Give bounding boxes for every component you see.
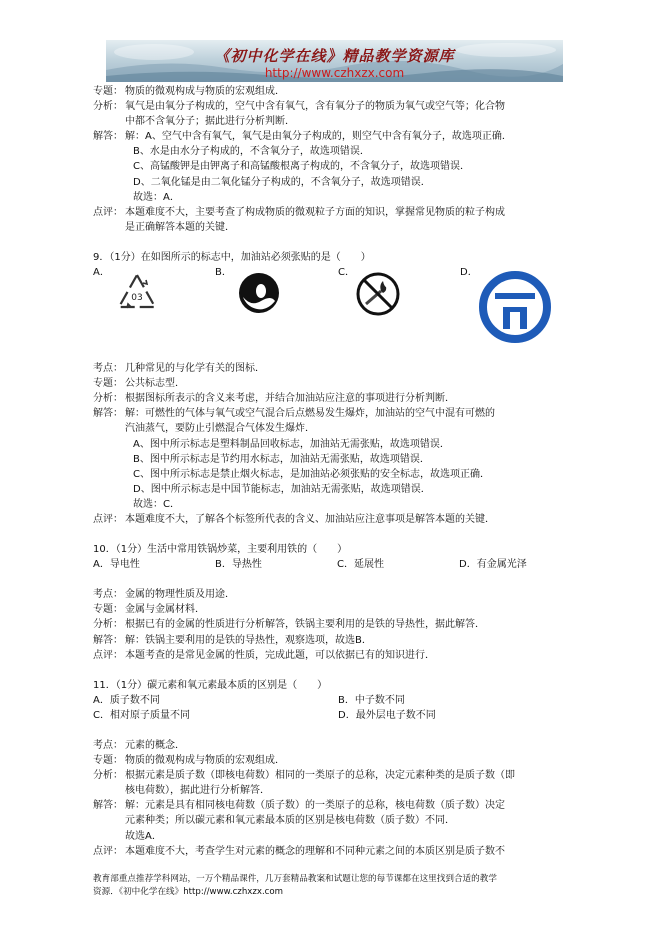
q9-answer-line: 故选：C．: [133, 498, 180, 510]
q9-option-a-label: A．: [93, 267, 110, 279]
q11-point: 考点： 元素的概念．: [93, 740, 185, 751]
q10-option-c: C．延展性: [337, 559, 384, 571]
q8-analysis: 分析： 氧气是由氧分子构成的，空气中含有氧气，含有氧分子的物质为氧气或空气等；化合物: [93, 101, 505, 113]
banner-url[interactable]: http://www.czhxzx.com: [264, 66, 405, 80]
q8-comment-line: 是正确解答本题的关键．: [125, 221, 235, 233]
q9-point: 考点： 几种常见的与化学有关的图标．: [93, 363, 265, 375]
document-body: [93, 84, 583, 859]
water-saving-icon: [237, 271, 281, 315]
q9-answer-line: 汽油蒸气，要防止引燃混合气体发生爆炸．: [125, 423, 315, 435]
q8-answer-line: B、水是由水分子构成的，不含氧分子，故选项错误．: [133, 146, 370, 158]
q9-analysis: 分析： 根据图标所表示的含义来考虑，并结合加油站应注意的事项进行分析判断．: [93, 393, 455, 405]
q11-comment: 点评： 本题难度不大，考查学生对元素的概念的理解和不同种元素之间的本质区别是质子数不: [93, 845, 505, 857]
q9-topic: 专题： 公共标志型．: [93, 378, 185, 390]
q8-topic: 专题： 物质的微观构成与物质的宏观组成．: [93, 86, 285, 97]
q10-analysis: 分析： 根据已有的金属的性质进行分析解答，铁锅主要利用的是铁的导热性，据此解答．: [93, 619, 485, 631]
q10-option-a: A．导电性: [93, 559, 140, 571]
q11-analysis: 分析： 根据元素是质子数（即核电荷数）相同的一类原子的总称，决定元素种类的是质子数（即: [93, 770, 515, 782]
q9-option-b-label: B．: [215, 267, 232, 279]
q11-option-d: D．最外层电子数不同: [338, 709, 436, 721]
q10-option-b: B．导热性: [215, 559, 262, 571]
q11-question: 11．（1分）碳元素和氧元素最本质的区别是（ ）: [93, 679, 328, 691]
q11-topic: 专题： 物质的微观构成与物质的宏观组成．: [93, 755, 285, 767]
q8-analysis-line: 中都不含氧分子；据此进行分析判断．: [125, 116, 295, 128]
q9-answer-line: C、图中所示标志是禁止烟火标志，是加油站必须张贴的安全标志，故选项正确．: [133, 468, 490, 480]
china-energy-saving-icon: [477, 269, 553, 345]
q11-option-a: A．质子数不同: [93, 694, 160, 706]
page-footer: [93, 873, 583, 899]
footer-line: 教育部重点推荐学科网站，一万个精品课件，几万套精品教案和试题让您的每节课都在这里找到合适的教学: [93, 874, 497, 884]
site-banner: [106, 40, 563, 82]
q9-answer-line: D、图中所示标志是中国节能标志，加油站无需张贴，故选项错误．: [133, 483, 431, 495]
q11-options-row1: [93, 693, 583, 708]
q10-options: [93, 557, 583, 572]
q9-options-images: [93, 265, 583, 361]
q9-answer-line: B、图中所示标志是节约用水标志，加油站无需张贴，故选项错误．: [133, 453, 430, 465]
q9-comment: 点评： 本题难度不大，了解各个标签所代表的含义、加油站应注意事项是解答本题的关键．: [93, 513, 495, 525]
recycle-icon: [113, 269, 161, 313]
q9-answer: 解答： 解：可燃性的气体与氧气或空气混合后点燃易发生爆炸，加油站的空气中混有可燃的: [93, 408, 495, 420]
q11-answer: 解答： 解：元素是具有相同核电荷数（质子数）的一类原子的总称，核电荷数（质子数）决定: [93, 800, 505, 812]
q11-options-row2: [93, 708, 583, 723]
q11-answer-line: 故选A．: [125, 830, 162, 842]
banner-title: 《初中化学在线》精品教学资源库: [214, 47, 455, 65]
q9-question: 9．（1分）在如图所示的标志中，加油站必须张贴的是（ ）: [93, 251, 371, 263]
q11-analysis-line: 核电荷数），据此进行分析解答．: [125, 785, 270, 797]
q9-option-d-label: D．: [460, 267, 478, 279]
q10-answer: 解答： 解：铁锅主要利用的是铁的导热性，观察选项，故选B．: [93, 634, 372, 646]
q10-point: 考点： 金属的物理性质及用途．: [93, 589, 235, 601]
q9-option-c-label: C．: [338, 267, 355, 279]
q11-option-b: B．中子数不同: [338, 694, 405, 706]
no-fire-icon: [355, 271, 401, 317]
q8-answer-line: C、高锰酸钾是由钾离子和高锰酸根离子构成的，不含氧分子，故选项错误．: [133, 161, 470, 173]
q10-topic: 专题： 金属与金属材料．: [93, 604, 205, 616]
q8-answer-line: D、二氧化锰是由二氧化锰分子构成的，不含氧分子，故选项错误．: [133, 176, 431, 188]
footer-line: 资源．《初中化学在线》http://www.czhxzx.com: [93, 887, 284, 897]
q11-option-c: C．相对原子质量不同: [93, 709, 190, 721]
q8-comment: 点评： 本题难度不大，主要考查了构成物质的微观粒子方面的知识，掌握常见物质的粒子构成: [93, 206, 505, 218]
q10-question: 10．（1分）生活中常用铁锅炒菜，主要利用铁的（ ）: [93, 544, 348, 556]
q8-answer-line: 故选：A．: [133, 191, 180, 203]
q10-comment: 点评： 本题考查的是常见金属的性质，完成此题，可以依据已有的知识进行．: [93, 649, 435, 661]
q9-answer-line: A、图中所示标志是塑料制品回收标志，加油站无需张贴，故选项错误．: [133, 438, 450, 450]
recycle-code: 03: [131, 293, 143, 304]
q8-answer: 解答： 解：A、空气中含有氧气，氧气是由氧分子构成的，则空气中含有氧分子，故选项正确．: [93, 131, 512, 143]
q11-answer-line: 元素种类；所以碳元素和氧元素最本质的区别是核电荷数（质子数）不同．: [125, 815, 455, 827]
q10-option-d: D．有金属光泽: [459, 559, 527, 571]
